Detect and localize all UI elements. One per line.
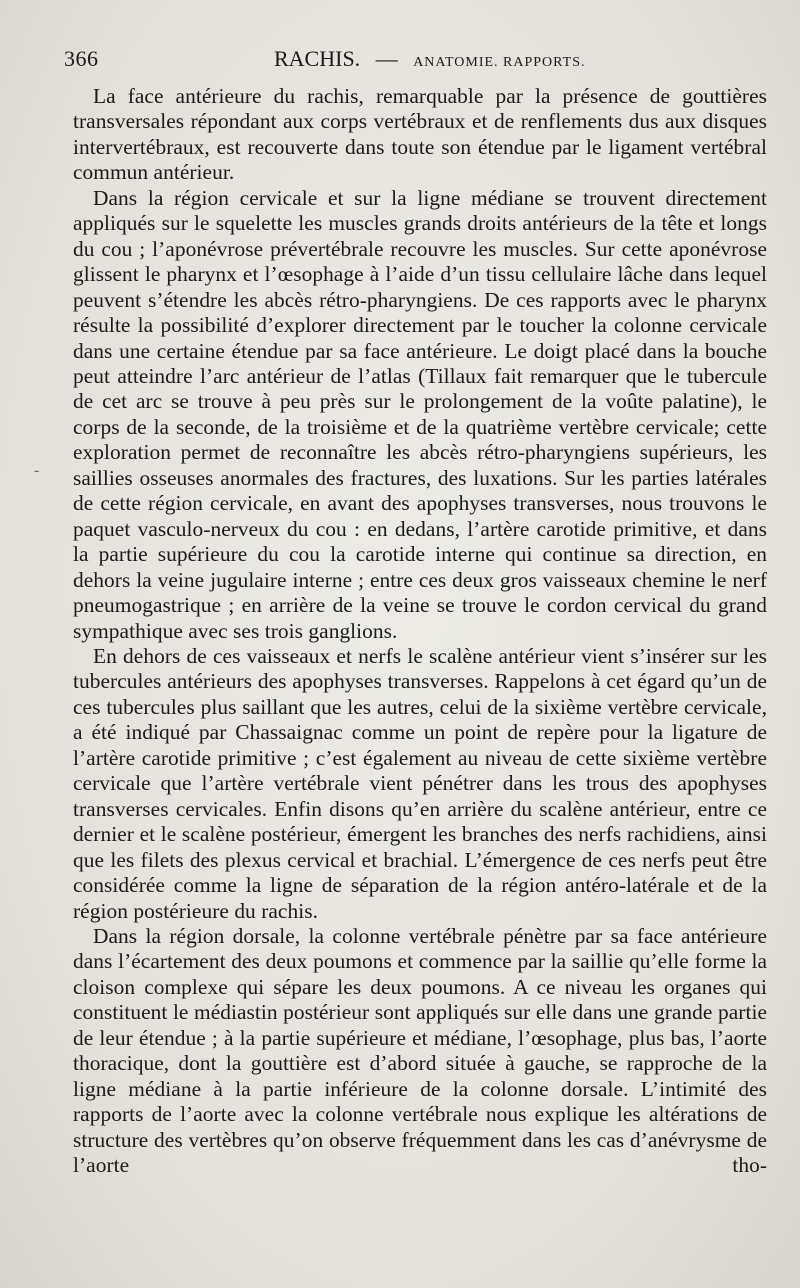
page-number: 366 — [64, 46, 99, 71]
body-text — [73, 84, 767, 1178]
chapter-title: RACHIS. — [274, 46, 361, 71]
paragraph-1: La face antérieure du rachis, remarquable par la présence de gouttières transversales répondant aux corps vertébraux et de renflements dus aux disques intervertébraux, est recouverte dans toute son étendue par le ligament vertébral commun antérieur. — [73, 84, 767, 185]
paragraph-3: En dehors de ces vaisseaux et nerfs le scalène antérieur vient s’insérer sur les tubercules antérieurs des apophyses transverses. Rappelons à cet égard qu’un de ces tubercules plus saillant que les autres, celui de la sixième vertèbre cervicale, a été indiqué par Chassaignac comme un point de repère pour la ligature de l’artère carotide primitive ; c’est également au niveau de cette sixième vertèbre cervicale que l’artère vertébrale vient pénétrer dans les trous des apophyses transverses cervicales. Enfin disons qu’en arrière du scalène antérieur, entre ce dernier et le scalène postérieur, émergent les branches des nerfs rachidiens, ainsi que les filets des plexus cervical et brachial. L’émergence de ces nerfs peut être considérée comme la ligne de séparation de la région antéro-latérale et de la région postérieure du rachis. — [73, 643, 767, 923]
paragraph-2: Dans la région cervicale et sur la ligne médiane se trouvent directement appliqués sur le squelette les muscles grands droits antérieurs de la tête et longs du cou ; l’aponévrose prévertébrale recouvre les muscles. Sur cette aponévrose glissent le pharynx et l’œsophage à l’aide d’un tissu cellulaire lâche dans lequel peuvent s’étendre les abcès rétro-pharyngiens. De ces rapports avec le pharynx résulte la possibilité d’explorer directement par le toucher la colonne cervicale dans une certaine étendue par sa face antérieure. Le doigt placé dans la bouche peut atteindre l’arc antérieur de l’atlas (Tillaux fait remarquer que le tubercule de cet arc se trouve à peu près sur le prolongement de la voûte palatine), le corps de la seconde, de la troisième et de la quatrième vertèbre cervicale; cette exploration permet de reconnaître les abcès rétro-pharyngiens supérieurs, les saillies osseuses anormales des fractures, des luxations. Sur les parties latérales de cette région cervicale, en avant des apophyses transverses, nous trouvons le paquet vasculo-nerveux du cou : en dedans, l’artère carotide primitive, et dans la partie supérieure du cou la carotide interne qui continue sa direction, en dehors la veine jugulaire interne ; entre ces deux gros vaisseaux chemine le nerf pneumogastrique ; en arrière de la veine se trouve le cordon cervical du grand sympathique avec ses trois ganglions. — [73, 185, 767, 643]
running-title — [274, 46, 586, 72]
title-separator: — — [375, 46, 398, 71]
section-subtitle: ANATOMIE. RAPPORTS. — [413, 55, 586, 70]
running-head — [64, 46, 740, 72]
paragraph-4: Dans la région dorsale, la colonne vertébrale pénètre par sa face antérieure dans l’écartement des deux poumons et commence par la saillie qu’elle forme la cloison complexe qui sépare les deux poumons. A ce niveau les organes qui constituent le médiastin postérieur sont appliqués sur elle dans une grande partie de leur étendue ; à la partie supérieure et médiane, l’œsophage, plus bas, l’aorte thoracique, dont la gouttière est d’abord située à gauche, se rapproche de la ligne médiane à la partie inférieure de la colonne dorsale. L’intimité des rapports de l’aorte avec la colonne vertébrale nous explique les altérations de structure des vertèbres qu’on observe fréquemment dans les cas d’anévrysme de l’aorte tho- — [73, 923, 767, 1178]
margin-mark: - — [34, 462, 40, 479]
